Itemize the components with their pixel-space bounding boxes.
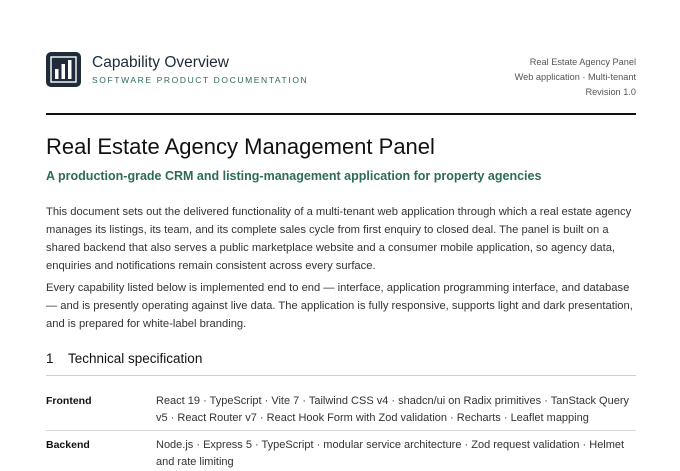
section-title: Technical specification (68, 351, 203, 366)
scope-paragraph: Every capability listed below is implemented end to end — interface, application programming interface, and database — and is presently operating against live data. The application is fully responsive, supports light and dark presentation, and is prepared for white-label branding. (46, 282, 633, 330)
meta-revision: Revision 1.0 (585, 87, 636, 97)
spec-label-backend: Backend (46, 439, 90, 451)
spec-value-frontend: React 19 · TypeScript · Vite 7 · Tailwind CSS v4 · shadcn/ui on Radix primitives · TanStack Query v5 · React Router v7 · React Hook Form with Zod validation · Recharts · Leaflet mapping (156, 395, 629, 424)
document-header (46, 50, 636, 100)
logo (46, 52, 81, 87)
spec-value-backend: Node.js · Express 5 · TypeScript · modular service architecture · Zod request validation · Helmet and rate limiting (156, 439, 625, 468)
spec-label-frontend: Frontend (46, 395, 92, 407)
bar-chart-icon (46, 52, 81, 87)
section-number: 1 (46, 351, 54, 366)
page-title: Real Estate Agency Management Panel (46, 134, 435, 159)
page-subtitle: A production-grade CRM and listing-management application for property agencies (46, 169, 542, 183)
brand-subtitle: SOFTWARE PRODUCT DOCUMENTATION (92, 75, 309, 85)
intro-paragraph: This document sets out the delivered functionality of a multi-tenant web application through which a real estate agency manages its listings, its team, and its complete sales cycle from first enquiry to closed deal. The panel is built on a shared backend that also serves a public marketplace website and a consumer mobile application, so agency data, enquiries and notifications remain consistent across every surface. (46, 206, 632, 272)
meta-product: Real Estate Agency Panel (529, 57, 636, 67)
brand-title: Capability Overview (92, 54, 229, 71)
document-meta (515, 55, 636, 100)
spec-row-divider (46, 430, 636, 431)
meta-type: Web application · Multi-tenant (514, 72, 636, 82)
header-divider (46, 113, 636, 115)
section-divider (46, 375, 636, 376)
section-heading (46, 351, 202, 366)
